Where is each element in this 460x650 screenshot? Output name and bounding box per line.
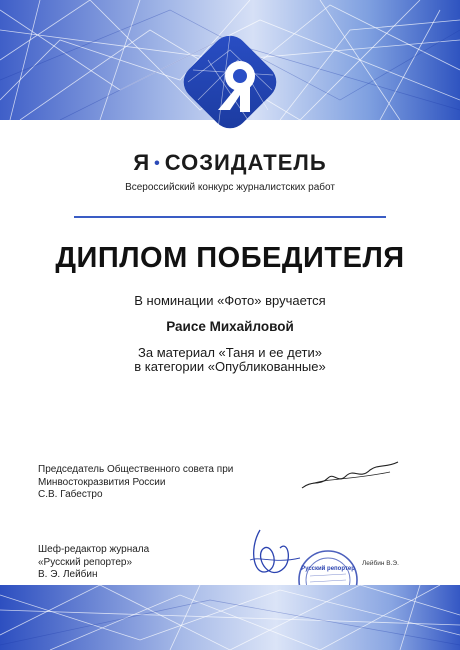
signatory-2-title: Шеф-редактор журнала bbox=[38, 544, 150, 555]
signatory-1 bbox=[38, 464, 233, 502]
network-lines-pattern-bottom bbox=[0, 585, 460, 650]
diploma-title: ДИПЛОМ ПОБЕДИТЕЛЯ bbox=[55, 242, 405, 274]
signatory-2-org: «Русский репортер» bbox=[38, 556, 133, 568]
brand-name bbox=[0, 150, 460, 176]
brand-word: СОЗИДАТЕЛЬ bbox=[164, 150, 327, 175]
signatory-2 bbox=[38, 544, 149, 582]
winner-name: Раисе Михайловой bbox=[166, 319, 294, 334]
material-line-1: За материал «Таня и ее дети» bbox=[138, 345, 322, 360]
brand-dot: • bbox=[154, 155, 161, 172]
signatory-1-title: Председатель Общественного совета при bbox=[38, 464, 234, 475]
signatory-2-name: В. Э. Лейбин bbox=[38, 569, 98, 580]
nomination-text: В номинации «Фото» вручается bbox=[134, 293, 326, 308]
stamp-name-note: Лейбин В.Э. bbox=[362, 560, 399, 567]
material-line-2: в категории «Опубликованные» bbox=[134, 359, 326, 374]
signature-1-icon bbox=[300, 458, 400, 494]
stamp-text: Русский репортер bbox=[301, 566, 355, 572]
material-text bbox=[0, 346, 460, 374]
brand-tagline: Всероссийский конкурс журналистских работ bbox=[125, 182, 335, 193]
footer-pattern-band bbox=[0, 585, 460, 650]
signatory-1-org: Минвостокразвития России bbox=[38, 476, 166, 488]
ya-logo-icon bbox=[178, 30, 282, 134]
signatory-1-name: С.В. Габестро bbox=[38, 489, 103, 500]
divider bbox=[74, 216, 386, 218]
brand-letter: Я bbox=[133, 150, 151, 175]
